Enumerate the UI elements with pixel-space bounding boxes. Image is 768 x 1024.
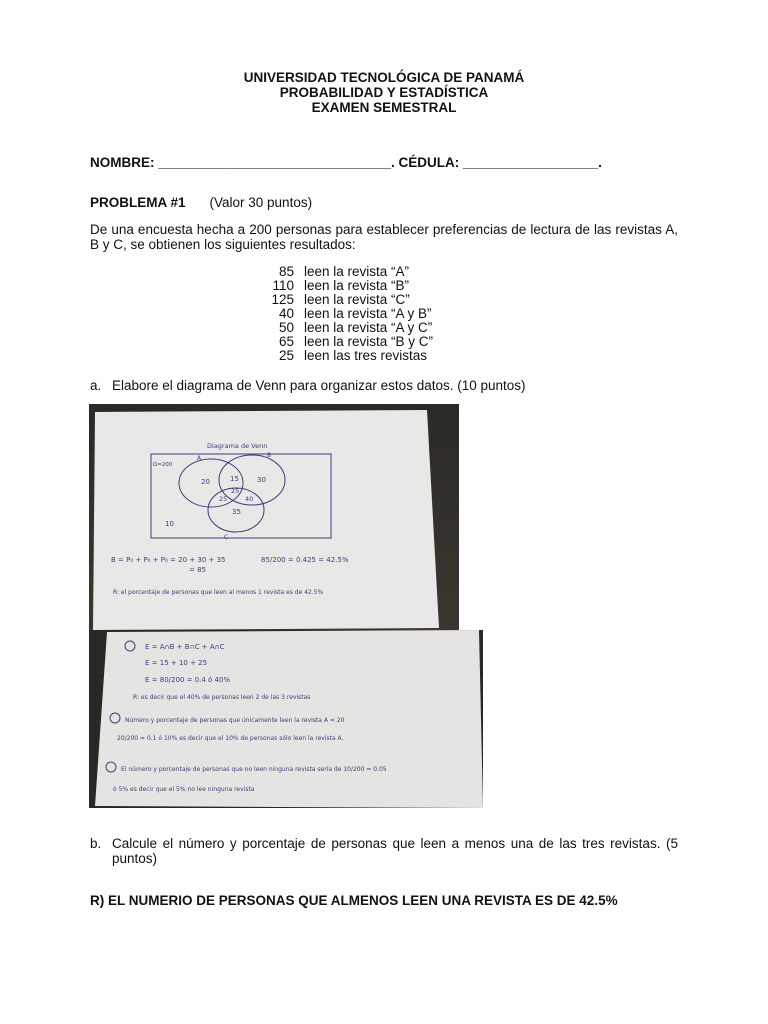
result-row [258,265,433,279]
region-ab: 15 [230,475,239,483]
course-name: PROBABILIDAD Y ESTADÍSTICA [279,85,489,100]
solutions-photo [89,630,483,808]
result-row [258,321,433,335]
result-count: 125 [271,292,294,307]
region-c-only: 35 [232,508,241,516]
result-row [258,335,433,349]
university-name: UNIVERSIDAD TECNOLÓGICA DE PANAMÁ [243,70,525,85]
result-count: 40 [278,306,294,321]
question-b-label: b. [90,836,102,851]
result-text: leen la revista “B” [304,278,410,293]
venn-formula-2: 85/200 = 0.425 = 42.5% [261,556,349,564]
result-row [258,279,433,293]
result-row [258,307,433,321]
venn-conclusion: R: el porcentaje de personas que leen al menos 1 revista es de 42.5% [113,589,324,596]
venn-set-b: B [267,452,272,459]
region-ac: 25 [219,495,228,503]
exam-name: EXAMEN SEMESTRAL [311,100,457,115]
result-text: leen la revista “A” [304,264,410,279]
region-a-only: 20 [201,478,210,486]
question-a [90,378,678,393]
region-abc: 25 [231,487,240,495]
result-count: 25 [278,348,294,363]
result-text: leen la revista “A y B” [304,306,432,321]
result-count: 50 [278,320,294,335]
region-outside: 10 [165,520,174,528]
student-info-line: NOMBRE: _______________________________. CÉDULA: __________________. [90,155,602,170]
exam-header [0,70,768,115]
venn-formula-1b: = 85 [189,566,206,574]
region-b-only: 30 [257,476,266,484]
sol-c-line-4: R: es decir que el 40% de personas leen 2 de las 3 revistas [133,694,311,701]
result-text: leen la revista “C” [304,292,410,307]
sol-d-line-1: Número y porcentaje de personas que únicamente leen la revista A = 20 [125,717,345,724]
solutions-photo-svg [89,630,483,808]
answer-text: R) EL NUMERIO DE PERSONAS QUE ALMENOS LEEN UNA REVISTA ES DE 42.5% [90,893,618,908]
problem-heading [90,195,312,210]
venn-universe: Ω=200 [153,462,173,468]
venn-set-a: A [197,455,202,462]
result-count: 85 [278,264,294,279]
result-row [258,349,433,363]
venn-set-c: C [224,534,229,541]
result-text: leen las tres revistas [304,348,428,363]
question-b-text: Calcule el número y porcentaje de personas que leen a menos una de las tres revistas. (5 puntos) [112,836,678,866]
result-row [258,293,433,307]
question-b-row [90,836,678,866]
problem-title: PROBLEMA #1 [90,195,186,210]
problem-statement: De una encuesta hecha a 200 personas para establecer preferencias de lectura de las revistas A, B y C, se obtienen los siguientes resultados: [90,222,678,252]
region-bc: 40 [245,495,254,503]
sol-e-line-1: El número y porcentaje de personas que no leen ninguna revista sería de 10/200 = 0.05 [121,766,387,773]
venn-diagram-photo [89,404,459,630]
question-a-label: a. [90,378,102,393]
question-a-text: Elabore el diagrama de Venn para organizar estos datos. (10 puntos) [112,378,526,393]
sol-c-line-2: E = 15 + 10 + 25 [145,659,208,667]
sol-c-line-3: E = 80/200 = 0.4 ó 40% [145,676,231,684]
venn-photo-svg [89,404,459,630]
problem-value: (Valor 30 puntos) [209,195,313,210]
sol-c-line-1: E = A∩B + B∩C + A∩C [145,643,225,651]
results-list [258,265,433,363]
result-count: 110 [272,278,294,293]
result-text: leen la revista “B y C” [304,334,434,349]
venn-title: Diagrama de Venn [207,442,268,450]
question-b [90,836,678,866]
sol-e-line-2: ó 5% es decir que el 5% no lee ninguna revista [113,786,255,793]
result-text: leen la revista “A y C” [304,320,433,335]
result-count: 65 [278,334,294,349]
venn-formula-1: B = P₀ + P₀ + P₀ = 20 + 30 + 35 [111,556,226,564]
sol-d-line-2: 20/200 = 0.1 ó 10% es decir que el 10% de personas sólo leen la revista A. [117,735,344,742]
